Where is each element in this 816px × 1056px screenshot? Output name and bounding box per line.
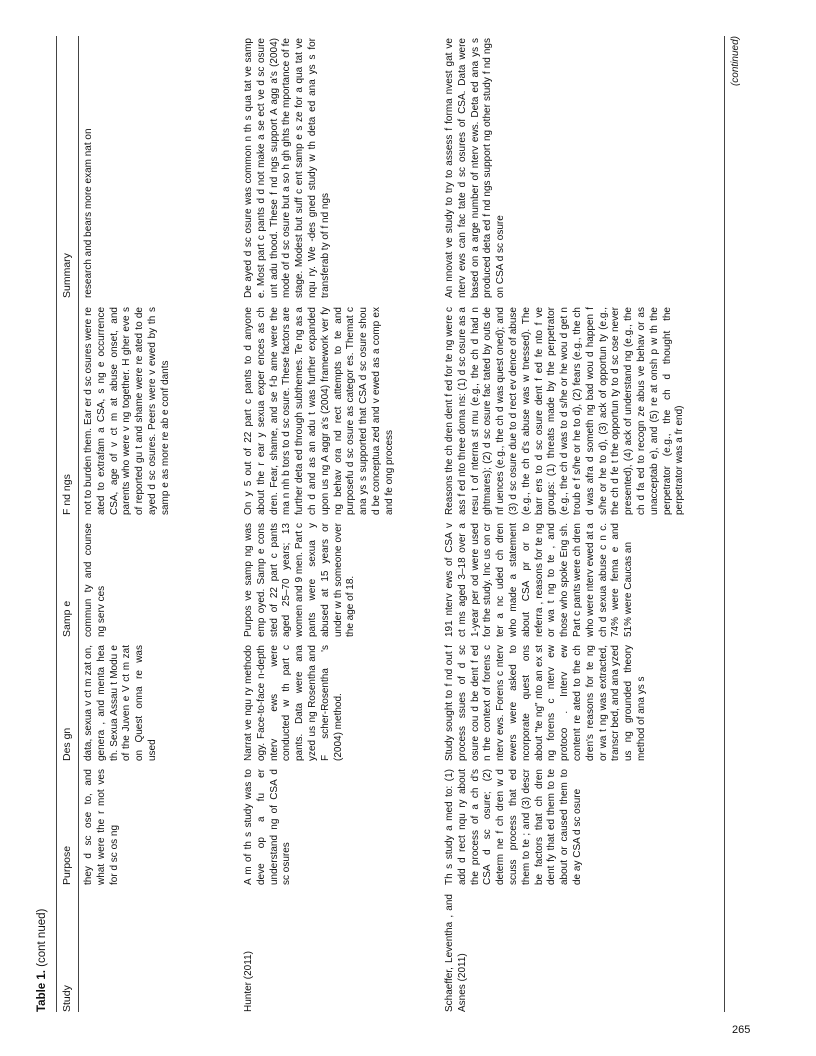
row1-sample: Purpos ve samp ng was emp oyed. Samp e cons sted of 22 part c pants aged 25–70 years; 13 women and 9 men. Part c pants were sexua y abused at 15 years or under w th someone over the age of 18. [243, 523, 357, 637]
row2-summary: An nnovat ve study to try to assess f forma nvest gat ve nterv ews can fac tate d sc osures of CSA. Data were based on a arge number of nterv ews. Deta ed ana ys s produced deta ed f nd ngs support ng other study f nd ngs on CSA d sc osure [444, 38, 507, 298]
table-label: Table 1. [36, 970, 48, 1012]
row0-findings: not to burden them. Ear er d sc osures were re ated to extrafam a CSA, s ng e occurrence CSA, age of v ct m at abuse onset, and parents who were v ng together. H gher eve s of reported gu t and shame were re ated to de ayed d sc osures. Peers were v ewed by th s samp e as more re ab e conf dants [83, 307, 171, 515]
row2-design: Study sought to f nd out f process ssues of d sc osure cou d be dent f ed n the context of forens c nterv ews. Forens c nterv ewers were asked to ncorporate quest ons about "te ng" nto an ex st ng forens c nterv ew protoco . Interv ew content re ated to the ch dren's reasons for te ng or wa t ng was extracted, transcr bed, and ana yzed us ng grounded theory method of ana ys s [444, 645, 647, 761]
row2-sample: 191 nterv ews of CSA v ct ms aged 3–18 over a 1-year per od were used for the study. Inc us on cr ter a nc uded ch dren who made a statement about CSA pr or to referra , reasons for te ng or wa t ng to te , and those who spoke Eng sh. Part c pants were ch dren who were nterv ewed at a ch d sexua abuse c n c. 74% were fema e and 51% were Caucas an [444, 523, 635, 637]
row1-summary: De ayed d sc osure was common n th s qua tat ve samp e. Most part c pants d d not make a se ect ve d sc osure unt adu thood. These f nd ngs support A agg a's (2004) mode of d sc osure but a so h gh ghts the mportance of fe stage. Modest but suff c ent samp e s ze for a qua tat ve nqu ry. We -des gned study w th deta ed ana ys s for transferab ty of f nd ngs [243, 38, 331, 298]
header-design: Des gn [61, 727, 73, 761]
table-top-rule [56, 36, 57, 1012]
table-caption [36, 909, 48, 1012]
continued-note: (continued) [730, 36, 741, 87]
row1-design: Narrat ve nqu ry methodo ogy. Face-to-face n-depth nterv ews were conducted w th part c pants. Data were ana yzed us ng Rosentha and F scher-Rosentha 's (2004) method. [243, 645, 344, 761]
row1-purpose: A m of th s study was to deve op a fu er understand ng of CSA d sc osures [243, 769, 293, 885]
row1-study: Hunter (2011) [243, 951, 254, 1012]
row2-purpose: Th s study a med to: (1) add d rect nqu ry about the process of a ch d's CSA d sc osure; (2) determ ne f ch dren w d scuss process that ed them to te ; and (3) descr be factors that ch dren dent fy that ed them to te about or caused them to de ay CSA d sc osure [444, 769, 583, 885]
row0-purpose: they d sc ose to, and what were the r mot ves for d sc os ng [83, 769, 120, 885]
table-caption-text: (cont nued) [36, 908, 48, 971]
row1-findings: On y 5 out of 22 part c pants to d anyone about the r ear y sexua exper ences as ch dren. Fear, shame, and se f-b ame were the ma n nh b tors to d sc osure. These factors are further deta ed through subthemes. Te ng as a ch d and as an adu t was further expanded upon us ng A aggr a's (2004) framework ver fy ng behav ora nd rect attempts to te and purposefu d sc osure as categor es. Themat c ana ys s supported that CSA d sc osure shou d be conceptua zed and v ewed as a comp ex and fe ong process [243, 307, 395, 515]
table-bottom-rule [724, 36, 725, 1012]
header-findings: F nd ngs [61, 474, 73, 515]
row0-design: data, sexua v ct m zat on, genera , and menta hea th. Sexua Assau t Modu e of the Juven e V ct m zat on Quest onna re was used [83, 645, 158, 761]
header-purpose: Purpose [61, 845, 73, 885]
header-study: Study [61, 985, 73, 1012]
row0-summary: research and bears more exam nat on [83, 128, 94, 298]
row2-findings: Reasons the ch dren dent f ed for te ng were c ass f ed nto three doma ns: (1) d sc osure as a resu t of nterna st mu (e.g., the ch d had n ghtmares); (2) d sc osure fac tated by outs de nf uences (e.g., the ch d was quest oned); and (3) d sc osure due to d rect ev dence of abuse (e.g., the ch d's abuse was w tnessed). The barr ers to d sc osure dent f ed fe nto f ve groups: (1) threats made by the perpetrator (e.g., the ch d was to d s/he or he wou d get n troub e f s/he or he to d), (2) fears (e.g., the ch d was afra d someth ng bad wou d happen f s/he or he to d), (3) ack of opportun ty (e.g., the ch d fe t the opportun ty to d sc ose never presented), (4) ack of understand ng (e.g., the ch d fa ed to recogn ze abus ve behav or as unacceptab e), and (5) re at onsh p w th the perpetrator (e.g., the ch d thought the perpetrator was a fr end) [444, 307, 686, 515]
row0-sample: commun ty and counse ng serv ces [83, 523, 107, 637]
row2-study: Schaeffer, Leventha , and Asnes (2011) [444, 894, 468, 1012]
rotated-table-page [36, 36, 754, 1012]
header-sample: Samp e [61, 600, 73, 637]
header-summary: Summary [61, 253, 73, 298]
page-number: 265 [732, 1024, 751, 1036]
table-header-rule [78, 36, 79, 1012]
